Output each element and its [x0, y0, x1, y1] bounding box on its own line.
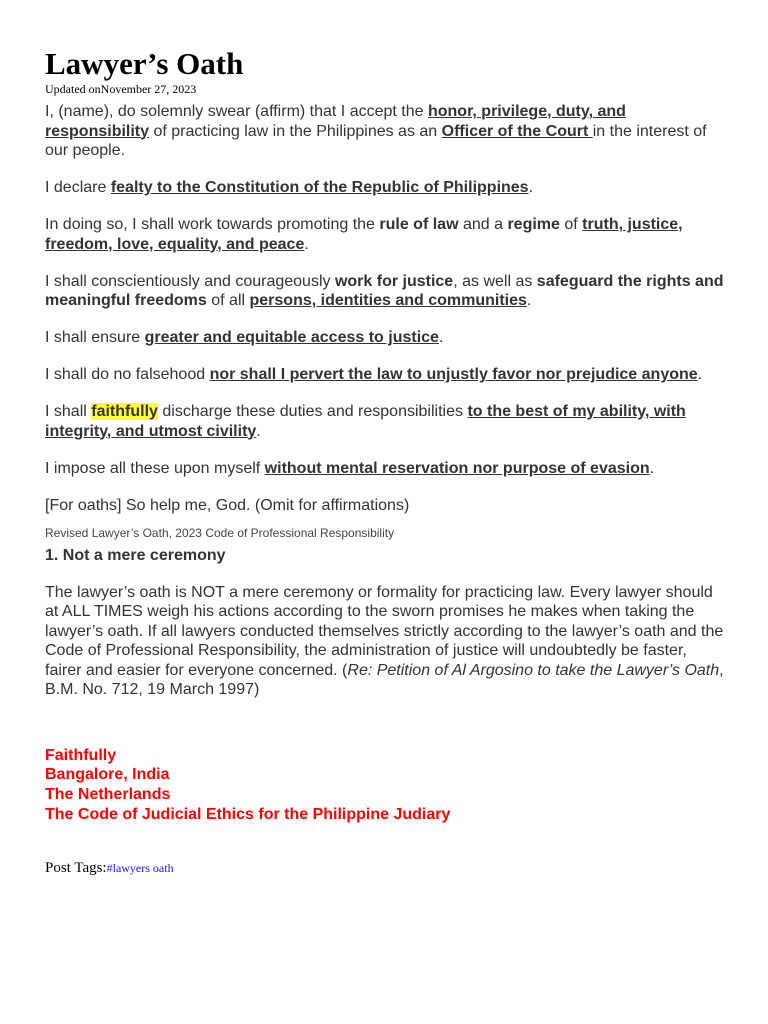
text: . — [649, 459, 655, 477]
text: I shall conscientiously and courageously — [45, 272, 335, 290]
oath-paragraph-7 — [45, 402, 725, 441]
text: The lawyer’s oath is NOT a mere ceremony or formality for practicing law. Every lawyer should at ALL TIMES weigh his actions according to the sworn promises he makes when taking the lawyer’s oath. If all lawyers conducted themselves strictly according to the lawyer’s oath and the Code of Professional Responsibility, the administration of justice will undoubtedly be faster, fairer and easier for everyone concerned. ( — [45, 583, 724, 679]
text: discharge these duties and responsibilities — [157, 403, 468, 420]
section-heading: 1. Not a mere ceremony — [45, 546, 226, 564]
text: . — [528, 179, 534, 196]
emphasis: persons, identities and communities — [249, 292, 527, 309]
related-link-faithfully[interactable]: Faithfully — [45, 746, 117, 764]
related-links — [45, 746, 725, 825]
oath-paragraph-3 — [45, 215, 725, 254]
related-link-bangalore[interactable]: Bangalore, India — [45, 766, 170, 784]
related-link-judicial-ethics[interactable]: The Code of Judicial Ethics for the Philippine Judiary — [45, 805, 451, 823]
emphasis: to the best of my ability, with integrity, and utmost civility — [45, 403, 686, 440]
page-title: Lawyer’s Oath — [45, 46, 244, 81]
oath-paragraph-8 — [45, 459, 725, 479]
text: I declare — [45, 179, 111, 196]
related-link-netherlands[interactable]: The Netherlands — [45, 785, 171, 803]
oath-paragraph-2 — [45, 178, 725, 198]
text: , as well as — [453, 272, 537, 290]
text: , B.M. No. 712, 19 March 1997) — [45, 661, 724, 698]
text: and a — [458, 216, 508, 233]
bold-text: regime — [507, 216, 560, 233]
text: I shall ensure — [45, 329, 145, 346]
text: I shall — [45, 403, 92, 420]
emphasis: Officer of the Court — [441, 122, 593, 140]
oath-paragraph-1 — [45, 102, 725, 161]
text: in the interest of our people. — [45, 122, 707, 159]
text: of practicing law in the Philippines as an — [149, 122, 442, 140]
oath-paragraph-9: [For oaths] So help me, God. (Omit for affirmations) — [45, 496, 410, 514]
emphasis: nor shall I pervert the law to unjustly favor nor prejudice anyone — [209, 366, 698, 383]
oath-paragraph-4 — [45, 272, 725, 311]
text: . — [438, 329, 444, 346]
emphasis: greater and equitable access to justice — [144, 329, 439, 346]
section-body — [45, 583, 725, 700]
text: I shall do no falsehood — [45, 366, 210, 383]
text: . — [526, 292, 532, 309]
text: of — [559, 216, 583, 233]
text: In doing so, I shall work towards promoting the — [45, 216, 380, 233]
oath-caption: Revised Lawyer’s Oath, 2023 Code of Professional Responsibility — [45, 525, 395, 540]
bold-text: work for justice — [334, 272, 454, 290]
oath-paragraph-5 — [45, 328, 725, 348]
bold-text: rule of law — [379, 216, 459, 233]
updated-prefix: Updated on — [45, 82, 101, 96]
text: . — [697, 366, 703, 383]
text: . — [304, 235, 309, 253]
post-tag-link[interactable]: #lawyers oath — [106, 861, 174, 876]
citation: Re: Petition of Al Argosino to take the Lawyer’s Oath — [347, 661, 720, 679]
bold-text: safeguard the rights and meaningful freedoms — [45, 272, 724, 309]
text: I, (name), do solemnly swear (affirm) that I accept the — [45, 103, 428, 120]
emphasis: fealty to the Constitution of the Republic of Philippines — [110, 179, 529, 196]
post-tags-label: Post Tags: — [45, 860, 107, 877]
text: of all — [206, 292, 250, 309]
updated-date-value: November 27, 2023 — [100, 82, 197, 96]
emphasis: without mental reservation nor purpose of evasion — [264, 459, 650, 477]
article — [45, 46, 725, 877]
oath-paragraph-6 — [45, 365, 725, 385]
highlighted-text: faithfully — [91, 403, 158, 420]
updated-date — [45, 82, 725, 96]
post-tags — [45, 860, 725, 877]
text: I impose all these upon myself — [45, 459, 265, 477]
emphasis: honor, privilege, duty, and responsibility — [45, 103, 626, 140]
text: . — [256, 422, 261, 440]
emphasis: truth, justice, freedom, love, equality, and peace — [45, 216, 683, 253]
